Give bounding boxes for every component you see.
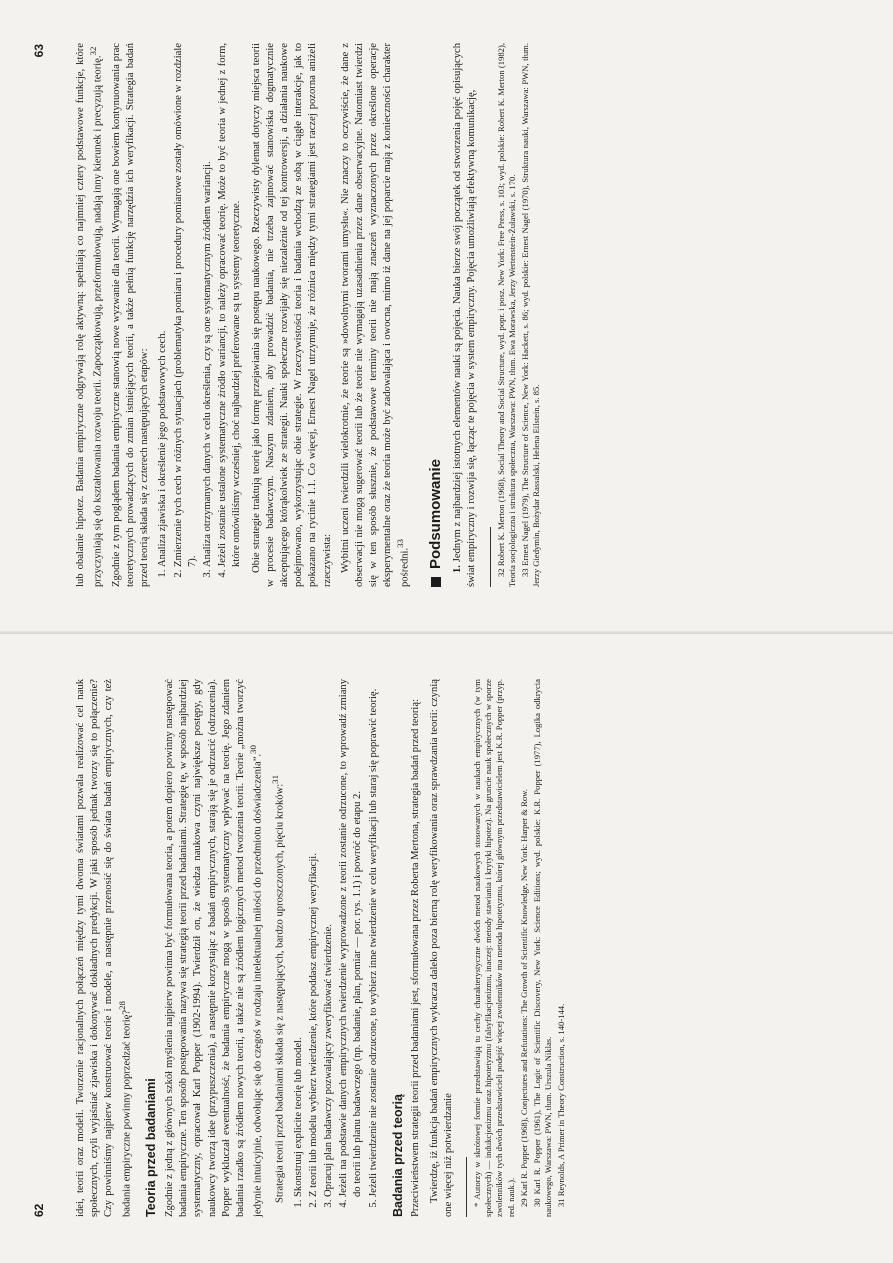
- list-item: 4. Jeżeli zostanie ustalone systematyczne źródło wariancji, to należy opracować teorię. Może to być teoria w jednej z form, które omówiliśmy wcześniej, choć najbardziej preferowane są tu systemy teoretyczne.: [216, 43, 244, 567]
- list-item: 2. Zmierzenie tych cech w różnych sytuacjach (problematyka pomiaru i procedury pomiarowe zostały omówione w rozdziale 7).: [172, 43, 200, 567]
- left-page: [0, 632, 893, 1263]
- body-paragraph: Zgodnie z jedną z głównych szkół myślenia najpierw powinna być formułowana teoria, a potem dopiero powinny następować badania empiryczne. Ten sposób postępowania nazywa się strategią teorii przed badaniami. Strategię tę, w sposób najbardziej systematyczny, opracował Karl Popper (1902-1994). Twierdził on, że wiedza naukowa czyni największe postępy, gdy naukowcy tworzą idee (przypuszczenia), a następnie korzystając z badań empirycznych, starają się je odrzucić (odrzucenia). Popper wykluczał ewentualność, że badania empiryczne mogą w sposób systematyczny wpływać na teorię. Jego zdaniem badania rzadko są źródłem nowych teorii, a także nie są źródłem logicznych metod tworzenia teorii. Teorie „można tworzyć jedynie intuicyjnie, odwołując się do czegoś w rodzaju intelektualnej miłości do przedmiotu doświadczenia”.$^{30}$: [164, 679, 264, 1217]
- body-paragraph: Zgodnie z tym poglądem badania empiryczne stanowią nowe wyzwanie dla teorii. Wymagają one bowiem kontynuowania prac teoretycznych prowadzących do zmian istniejących teorii, a także pełnią funkcję narzędzia ich weryfikacji. Strategia badań przed teorią składa się z czterech następujących etapów:: [110, 43, 151, 587]
- footnotes: [472, 679, 567, 1217]
- list-item: 1. Skonstruuj explicite teorię lub model.: [292, 679, 306, 1197]
- block-quote: Twierdzę, iż funkcja badań empirycznych wykracza daleko poza bierną rolę weryfikowania oraz sprawdzania teorii: czynią one więcej niż potwierdzanie: [428, 679, 454, 1217]
- footnote: 29 Karl R. Popper (1968), Conjectures and Refutations: The Growth of Scientific Knowledge, New York: Harper & Row.: [518, 789, 529, 1207]
- text-column: [74, 679, 569, 1217]
- block-quote: Wybitni uczeni twierdzili wielokrotnie, że teorie są »dowolnymi tworami umysłu«. Nie znaczy to oczywiście, że dane z obserwacji nie mogą sugerować teorii lub że teorie nie wymagają uzasadnienia przez dane obserwacyjne. Natomiast twierdzi się w ten sposób słusznie, że podstawowe terminy teorii nie mają znaczeń wyznaczonych przez określone operacje eksperymentalne oraz że teoria może być zadowalająca i owocna, mimo iż dane na jej poparcie mają z konieczności charakter pośredni.$^{33}$: [339, 43, 411, 587]
- steps-list: [292, 679, 381, 1217]
- list-item: 5. Jeżeli twierdzenie nie zostanie odrzucone, to wybierz inne twierdzenie w celu weryfikacji lub staraj się poprawić teorię.: [367, 679, 381, 1197]
- footnote: 31 Reynolds, A Primer in Theory Construction, s. 140-144.: [556, 1003, 567, 1207]
- body-paragraph: Strategia teorii przed badaniami składa się z następujących, bardzo uproszczonych, pięciu kroków:$^{31}$: [269, 774, 286, 1203]
- steps-list: [156, 43, 244, 587]
- footnote: 33 Ernest Nagel (1979), The Structure of Science, New York: Hackett, s. 86; wyd. polskie: Ernest Nagel (1970), Struktura nauki, Warszawa: PWN, tłum. Jerzy Giedymin, Bożydar Rassalski, Helena Eilstein, s. 85.: [520, 43, 542, 587]
- body-paragraph: Przeciwieństwem strategii teorii przed badaniami jest, sformułowana przez Roberta Mertona, strategia badań przed teorią:: [410, 698, 422, 1217]
- body-paragraph: Obie strategie traktują teorię jako formę przejawiania się postępu naukowego. Rzeczywisty dylemat dotyczy miejsca teorii w procesie badawczym. Naszym zdaniem, aby prowadzić badania, nie trzeba zajmować stanowiska dogmatycznie akceptującego którąkolwiek ze strategii. Nauki społeczne rozwijały się niezależnie od tej kontrowersji, a działania naukowe podejmowano, wykorzystując obie strategie. W rzeczywistości teoria i badania wchodzą ze sobą w ciągłe interakcje, jak to pokazano na rycinie 1.1. Co więcej, Ernest Nagel utrzymuje, że różnica między tymi strategiami jest raczej pozorna aniżeli rzeczywista:: [250, 43, 333, 587]
- footnote-rule: [490, 527, 491, 587]
- square-bullet-icon: [431, 577, 441, 587]
- summary-item: 1. Jednym z najbardziej istotnych elementów nauki są pojęcia. Nauka bierze swój początek od stworzenia pojęć opisujących świat empiryczny i rozwija się, łącząc te pojęcia w system empiryczny. Pojęcia umożliwiają efektywną komunikację,: [452, 43, 478, 587]
- right-page: [0, 0, 893, 631]
- page-gutter: [0, 631, 893, 634]
- list-item: 1. Analiza zjawiska i określenie jego podstawowych cech.: [156, 43, 170, 567]
- footnote-rule: [466, 1157, 467, 1217]
- footnote: 30 Karl R. Popper (1961), The Logic of Scientific Discovery, New York: Science Editions; wyd. polskie: K.R. Popper (1977), Logika odkrycia naukowego, Warszawa: PWN, tłum. Urszula Niklas.: [531, 679, 554, 1217]
- list-item: 4. Jeżeli na podstawie danych empirycznych twierdzenie wyprowadzone z teorii zostanie odrzucone, to wprowadź zmiany do teorii lub planu badawczego (np. badanie, plan, pomiar — por. rys. 1.1) i powróć do etapu 2.: [337, 679, 365, 1197]
- page-number: 62: [32, 1203, 46, 1217]
- footnote: 32 Robert K. Merton (1968), Social Theory and Social Structure, wyd. popr. i posz. New York: Free Press, s. 103; wyd. polskie: Robert K. Merton (1982), Teoria socjologiczna i struktura społeczna, Warszawa: PWN, tłum. Ewa Morawska, Jerzy Wertenstein-Żuławski, s. 170.: [495, 43, 517, 587]
- section-heading: Teoria przed badaniami: [144, 1078, 159, 1217]
- list-item: 2. Z teorii lub modelu wybierz twierdzenie, które poddasz empirycznej weryfikacji.: [307, 679, 321, 1197]
- footnote: * Autorzy w skrótowej formie przedstawiają tu cechy charakterystyczne dwóch metod naukowych stosowanych w naukach empirycznych (w tym społecznych) — indukcjonizmu oraz hipotetyzmu (falsyfikacjonizmu, inaczej: metody stawiania i krytyki hipotez). Na gruncie nauk społecznych w sporze zwolenników tych dwóch przedstawicieli podejść więcej zwolenników ma metoda hipotetyzmu, której głównym przedstawicielem jest K.R. Popper (przyp. red. nauk.).: [472, 679, 516, 1217]
- intro-paragraph: idei, teorii oraz modeli. Tworzenie racjonalnych połączeń między tymi dwoma światami pozwala realizować cel nauk społecznych, czyli wyjaśniać zjawiska i dokonywać dokładnych predykcji. W jaki sposób jednak tworzy się to połączenie? Czy powinniśmy najpierw konstruować teorie i modele, a następnie przenosić się do świata badań empirycznych, czy też badania empiryczne powinny poprzedzać teorię?$^{28}$: [75, 679, 133, 1217]
- footnotes: [496, 43, 543, 587]
- section-heading: Podsumowanie: [426, 43, 446, 587]
- list-item: 3. Opracuj plan badawczy pozwalający zweryfikować twierdzenie.: [322, 679, 336, 1197]
- page-number: 63: [32, 44, 46, 58]
- text-column: [74, 43, 544, 587]
- list-item: 3. Analiza otrzymanych danych w celu określenia, czy są one systematycznym źródłem wariancji.: [201, 43, 215, 567]
- intro-paragraph: lub obalanie hipotez. Badania empiryczne odgrywają rolę aktywną: spełniają co najmniej cztery podstawowe funkcje, które przyczyniają się do kształtowania rozwoju teorii. Zapoczątkowują, przeformułowują, nadają inny kierunek i precyzują teorię.$^{32}$: [75, 43, 104, 587]
- section-heading: Badania przed teorią: [390, 1094, 405, 1217]
